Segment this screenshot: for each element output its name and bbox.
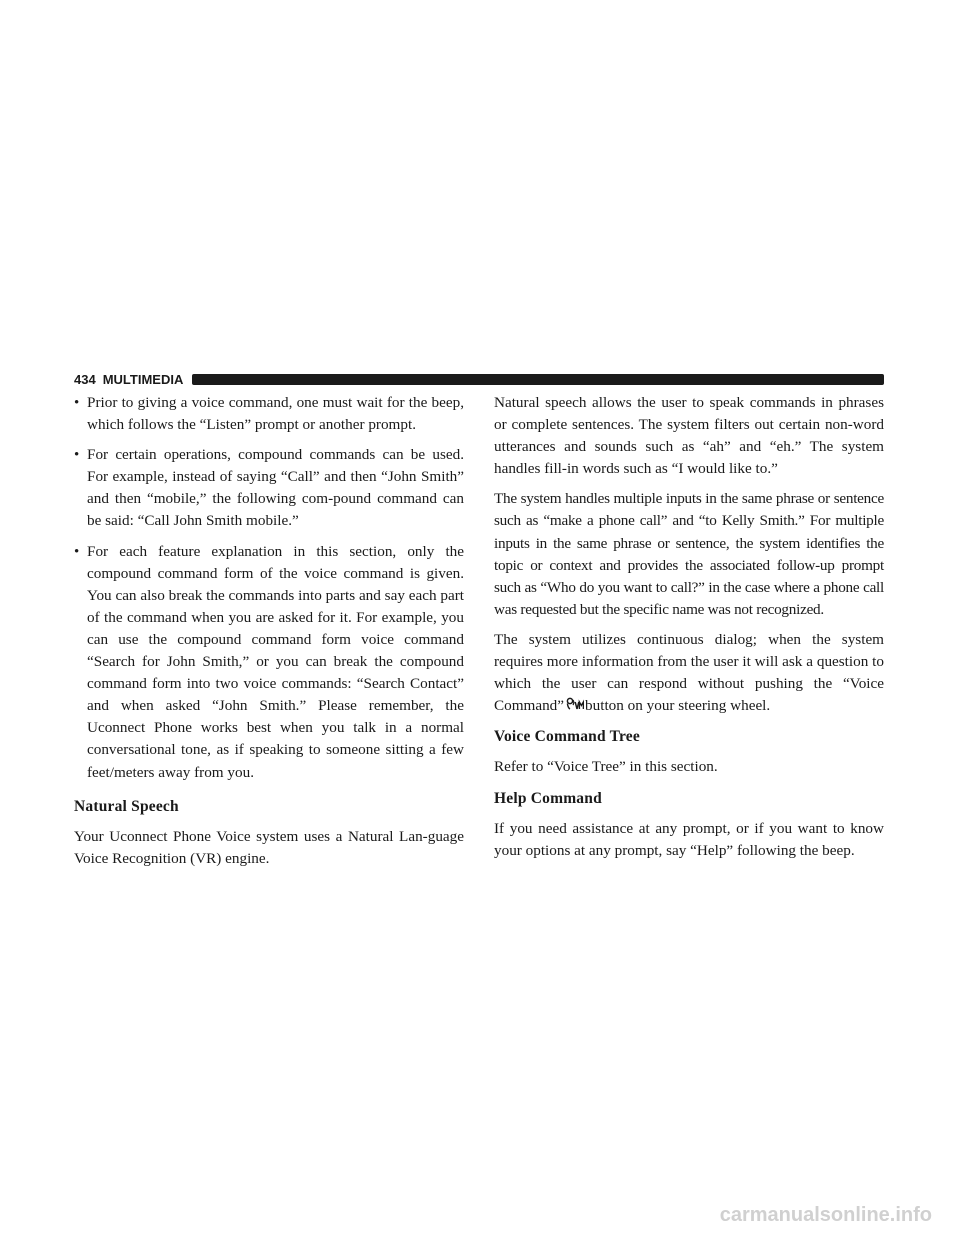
header-rule: [192, 374, 884, 385]
watermark: carmanualsonline.info: [719, 1204, 932, 1226]
page-number: 434: [74, 371, 96, 387]
list-item: • Prior to giving a voice command, one must wait for the beep, which follows the “Listen” prompt or another prompt.: [74, 392, 464, 436]
continuous-dialog-text-end: button on your steering wheel.: [585, 697, 771, 715]
natural-speech-paragraph: Your Uconnect Phone Voice system uses a Natural Lan-guage Voice Recognition (VR) engine.: [74, 827, 464, 867]
right-column: [494, 392, 884, 870]
multiple-inputs-paragraph: The system handles multiple inputs in the same phrase or sentence such as “make a phone call” and “to Kelly Smith.” For multiple inputs in the same phrase or sentence, the system identifies the topic or context and provides the associated follow-up prompt such as “Who do you want to call?” in the case where a phone call was requested but the specific name was not recognized.: [494, 490, 884, 618]
continuous-dialog-text: The system utilizes continuous dialog; when the system requires more information from the user it will ask a question to which the user can respond without pushing the “Voice Command”: [494, 630, 884, 715]
continuous-dialog-paragraph: [494, 629, 884, 717]
page-header: [74, 370, 884, 388]
left-column: [74, 392, 464, 878]
natural-speech-heading: Natural Speech: [74, 797, 179, 815]
section-title: MULTIMEDIA: [102, 371, 184, 387]
list-item: • For certain operations, compound commands can be used. For example, instead of saying “Call” and then “John Smith” and then “mobile,” the following com-pound command can be said: “Call John Smith mobile.”: [74, 444, 464, 532]
voice-command-icon: [566, 697, 584, 711]
natural-speech-detail-paragraph: Natural speech allows the user to speak commands in phrases or complete sentences. The system filters out certain non-word utterances and sounds such as “ah” and “eh.” The system handles fill-in words such as “I would like to.”: [494, 394, 884, 478]
tips-list: [74, 392, 464, 784]
voice-command-tree-paragraph: Refer to “Voice Tree” in this section.: [494, 758, 718, 776]
list-item: • For each feature explanation in this section, only the compound command form of the voice command is given. You can also break the commands into parts and say each part of the command when you are asked for it. For example, you can use the compound command form voice command “Search for John Smith,” or you can break the compound command form into two voice commands: “Search Contact” and when asked “John Smith.” Please remember, the Uconnect Phone works best when you talk in a normal conversational tone, as if speaking to someone sitting a few feet/meters away from you.: [74, 541, 464, 784]
help-command-paragraph: If you need assistance at any prompt, or if you want to know your options at any prompt, say “Help” following the beep.: [494, 819, 884, 859]
help-command-heading: Help Command: [494, 789, 602, 807]
voice-command-tree-heading: Voice Command Tree: [494, 728, 640, 746]
